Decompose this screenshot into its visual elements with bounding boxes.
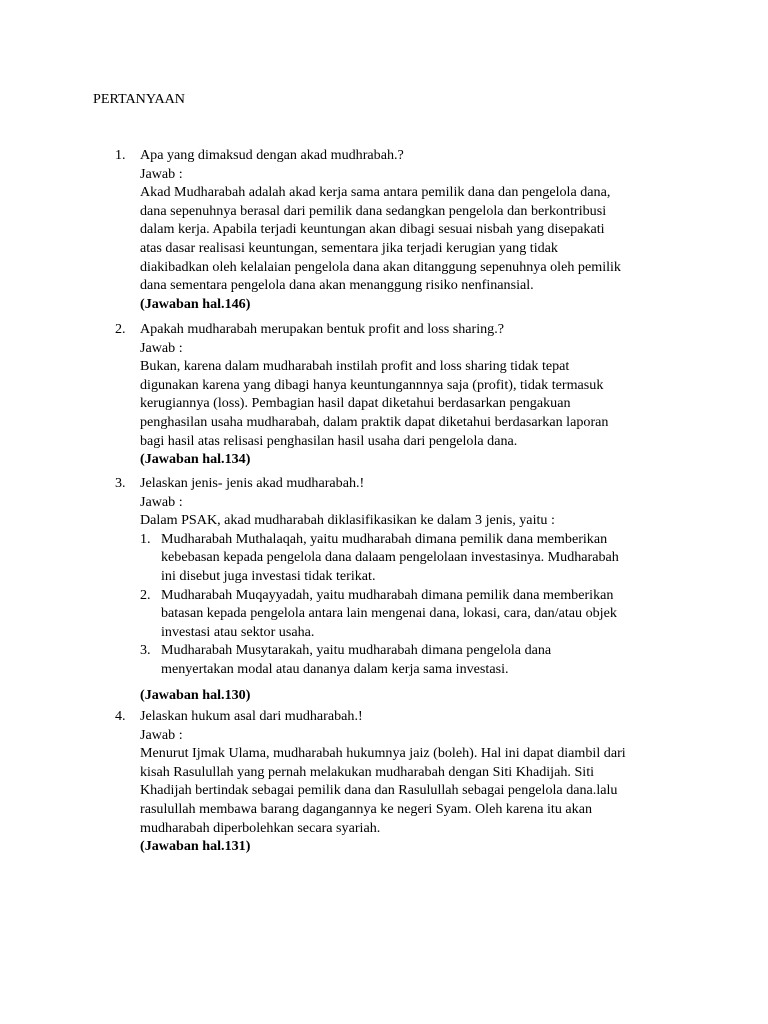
answer-line: kisah Rasulullah yang pernah melakukan mudharabah dengan Siti Khadijah. Siti [140,763,595,780]
answer-label: Jawab : [140,339,183,356]
answer-line: Menurut Ijmak Ulama, mudharabah hukumnya jaiz (boleh). Hal ini dapat diambil dari [140,745,626,762]
question-text: Jelaskan jenis- jenis akad mudharabah.! [140,475,365,491]
answer-line: atas dasar realisasi keuntungan, sementara jika terjadi kerugian yang tidak [140,239,558,256]
sub-item-line: batasan kepada pengelola antara lain mengenai dana, lokasi, cara, dan/atau objek [161,605,617,622]
sub-item-line: investasi atau sektor usaha. [161,623,315,640]
sub-item-line: ini disebut juga investasi tidak terikat. [161,567,376,584]
answer-line: Bukan, karena dalam mudharabah instilah profit and loss sharing tidak tepat [140,358,570,375]
answer-label: Jawab : [140,726,183,743]
question-body [140,320,700,469]
answer-line: digunakan karena yang dibagi hanya keuntungannnya saja (profit), tidak termasuk [140,376,604,393]
sub-item-line: kebebasan kepada pengelola dana dalaam pengelolaan investasinya. Mudharabah [161,549,619,566]
sub-item-line: Mudharabah Muqayyadah, yaitu mudharabah dimana pemilik dana memberikan [161,586,614,603]
answer-reference: (Jawaban hal.146) [140,295,251,312]
answer-line: diakibadkan oleh kelalaian pengelola dana akan ditanggung sepenuhnya oleh pemilik [140,258,621,275]
question-number: 2. [115,321,126,337]
answer-line: penghasilan usaha mudharabah, dalam praktik dapat diketahui berdasarkan laporan [140,413,609,430]
question-number: 4. [115,708,126,724]
sub-item-line: Mudharabah Musytarakah, yaitu mudharabah dimana pengelola dana [161,642,552,659]
answer-line: bagi hasil atas relisasi penghasilan hasil usaha dari pengelola dana. [140,432,518,449]
sub-item-line: Mudharabah Muthalaqah, yaitu mudharabah dimana pemilik dana memberikan [161,530,608,547]
question-body [140,146,700,313]
question-text: Apa yang dimaksud dengan akad mudhrabah.? [140,147,404,163]
question-number: 1. [115,147,126,163]
answer-line: dana sementara pengelola dana akan menanggung risiko nenfinansial. [140,277,534,294]
answer-reference: (Jawaban hal.134) [140,451,251,468]
sub-item-number: 2. [140,586,151,603]
answer-line: Khadijah bertindak sebagai pemilik dana dan Rasulullah sebagai pengelola dana.lalu [140,782,618,799]
sub-list-item [140,641,700,678]
sub-item-line: menyertakan modal atau dananya dalam kerja sama investasi. [161,660,509,677]
question-body [140,707,700,856]
answer-reference: (Jawaban hal.131) [140,838,251,855]
answer-line: dalam kerja. Apabila terjadi keuntungan akan dibagi sesuai nisbah yang disepakati [140,221,605,238]
question-text: Apakah mudharabah merupakan bentuk profit and loss sharing.? [140,321,504,337]
page-heading: PERTANYAAN [93,91,185,107]
sub-list-item [140,530,700,586]
sub-item-number: 1. [140,530,151,547]
question-text: Jelaskan hukum asal dari mudharabah.! [140,708,363,724]
answer-line: kerugiannya (loss). Pembagian hasil dapat diketahui berdasarkan pengakuan [140,395,571,412]
answer-line: mudharabah diperbolehkan secara syariah. [140,819,381,836]
sub-item-number: 3. [140,642,151,659]
answer-line: rasulullah membawa barang dagangannya ke negeri Syam. Oleh karena itu akan [140,800,592,817]
answer-line: Dalam PSAK, akad mudharabah diklasifikasikan ke dalam 3 jenis, yaitu : [140,512,555,529]
answer-label: Jawab : [140,165,183,182]
question-body [140,474,700,704]
answer-line: Akad Mudharabah adalah akad kerja sama antara pemilik dana dan pengelola dana, [140,184,611,201]
answer-label: Jawab : [140,493,183,510]
answer-line: dana sepenuhnya berasal dari pemilik dana sedangkan pengelola dan berkontribusi [140,202,607,219]
question-number: 3. [115,475,126,491]
sub-list-item [140,586,700,642]
answer-reference: (Jawaban hal.130) [140,686,251,703]
